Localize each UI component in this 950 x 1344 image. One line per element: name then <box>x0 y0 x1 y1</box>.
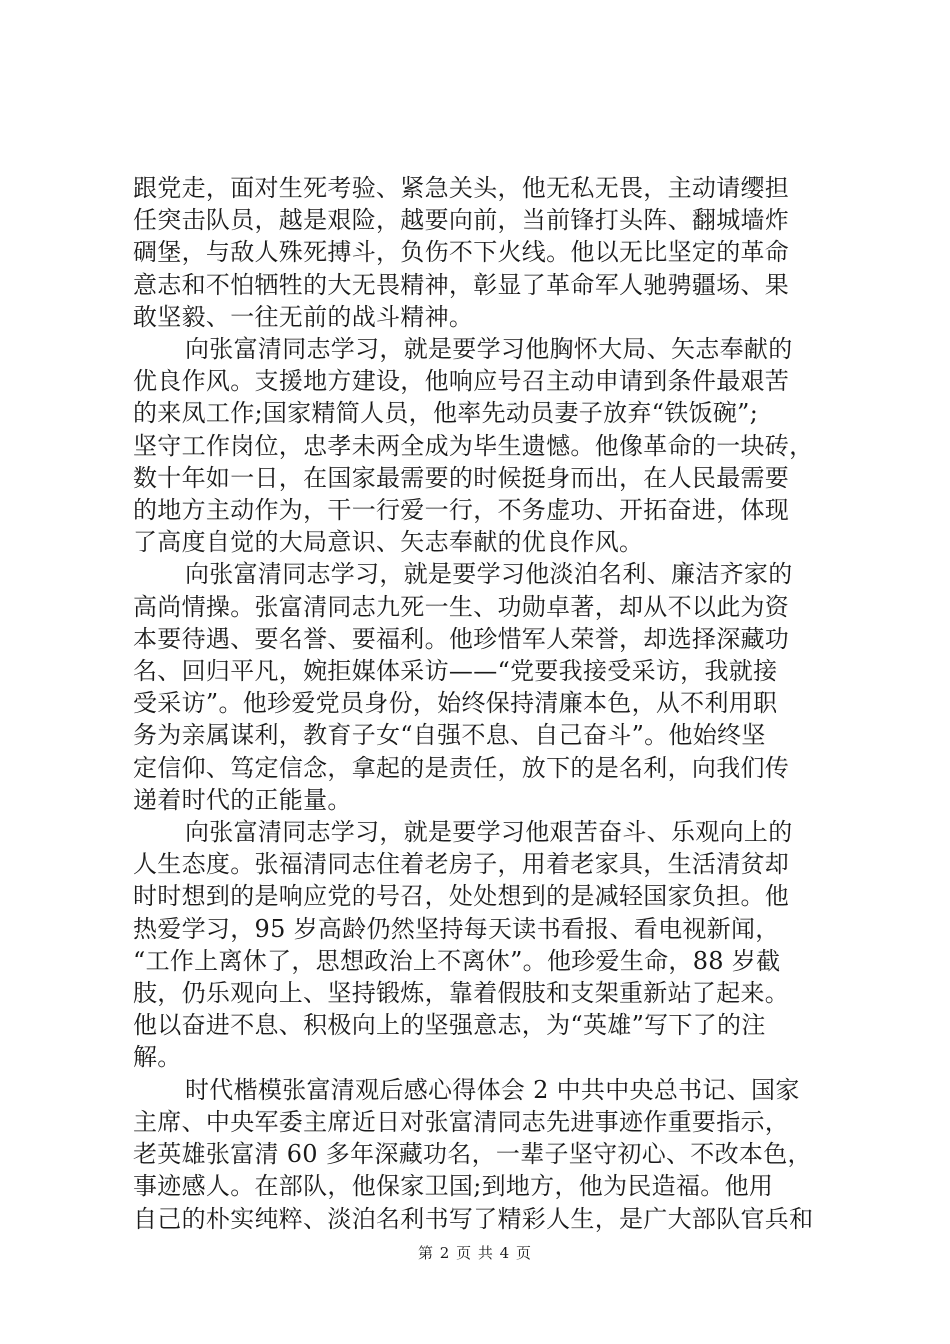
text-line: 坚守工作岗位，忠孝未两全成为毕生遗憾。他像革命的一块砖， <box>133 431 814 460</box>
text-line: 碉堡，与敌人殊死搏斗，负伤不下火线。他以无比坚定的革命 <box>133 238 790 267</box>
paragraph-4 <box>133 816 828 1074</box>
text-line: “工作上离休了，思想政治上不离休”。他珍爱生命，88 岁截 <box>133 946 781 975</box>
text-line: 的地方主动作为，干一行爱一行，不务虚功、开拓奋进，体现 <box>133 496 790 525</box>
text-line: 解。 <box>133 1043 182 1072</box>
paragraph-5 <box>133 1074 828 1235</box>
paragraph-1 <box>133 172 828 333</box>
text-line: 向张富清同志学习，就是要学习他淡泊名利、廉洁齐家的 <box>185 560 793 589</box>
text-line: 意志和不怕牺牲的大无畏精神，彰显了革命军人驰骋疆场、果 <box>133 270 790 299</box>
text-line: 跟党走，面对生死考验、紧急关头，他无私无畏，主动请缨担 <box>133 174 790 202</box>
text-line: 敢坚毅、一往无前的战斗精神。 <box>133 302 474 331</box>
text-line: 向张富清同志学习，就是要学习他艰苦奋斗、乐观向上的 <box>185 818 793 847</box>
text-line: 时时想到的是响应党的号召，处处想到的是减轻国家负担。他 <box>133 882 790 911</box>
paragraph-3 <box>133 558 828 816</box>
text-line: 主席、中央军委主席近日对张富清同志先进事迹作重要指示， <box>133 1107 790 1136</box>
text-line: 受采访”。他珍爱党员身份，始终保持清廉本色，从不利用职 <box>133 689 778 718</box>
text-line: 了高度自觉的大局意识、矢志奉献的优良作风。 <box>133 528 644 557</box>
text-line: 数十年如一日，在国家最需要的时候挺身而出，在人民最需要 <box>133 463 790 492</box>
text-line: 他以奋进不息、积极向上的坚强意志，为“英雄”写下了的注 <box>133 1011 766 1040</box>
text-line: 本要待遇、要名誉、要福利。他珍惜军人荣誉，却选择深藏功 <box>133 624 790 653</box>
text-line: 事迹感人。在部队，他保家卫国;到地方，他为民造福。他用 <box>133 1172 774 1201</box>
text-line: 名、回归平凡，婉拒媒体采访——“党要我接受采访，我就接 <box>133 657 778 686</box>
text-line: 任突击队员，越是艰险，越要向前，当前锋打头阵、翻城墙炸 <box>133 206 790 235</box>
paragraph-2 <box>133 333 828 558</box>
text-line: 递着时代的正能量。 <box>133 785 352 814</box>
text-line: 的来凤工作;国家精简人员，他率先动员妻子放弃“铁饭碗”; <box>133 399 759 428</box>
text-line: 老英雄张富清 60 多年深藏功名，一辈子坚守初心、不改本色， <box>133 1140 812 1169</box>
text-line: 肢，仍乐观向上、坚持锻炼，靠着假肢和支架重新站了起来。 <box>133 979 790 1008</box>
text-line: 时代楷模张富清观后感心得体会 2 中共中央总书记、国家 <box>185 1075 800 1104</box>
text-line: 向张富清同志学习，就是要学习他胸怀大局、矢志奉献的 <box>185 335 793 364</box>
text-line: 优良作风。支援地方建设，他响应号召主动申请到条件最艰苦 <box>133 367 790 396</box>
text-line: 定信仰、笃定信念，拿起的是责任，放下的是名利，向我们传 <box>133 753 790 782</box>
page-number: 第 2 页 共 4 页 <box>418 1244 532 1262</box>
text-line: 高尚情操。张富清同志九死一生、功勋卓著，却从不以此为资 <box>133 592 790 621</box>
body-text <box>133 172 828 1235</box>
text-line: 务为亲属谋利，教育子女“自强不息、自己奋斗”。他始终坚 <box>133 721 766 750</box>
text-line: 自己的朴实纯粹、淡泊名利书写了精彩人生，是广大部队官兵和 <box>133 1204 814 1233</box>
page-footer <box>0 1243 950 1263</box>
text-line: 人生态度。张福清同志住着老房子，用着老家具，生活清贫却 <box>133 850 790 879</box>
text-line: 热爱学习，95 岁高龄仍然坚持每天读书看报、看电视新闻， <box>133 914 780 943</box>
